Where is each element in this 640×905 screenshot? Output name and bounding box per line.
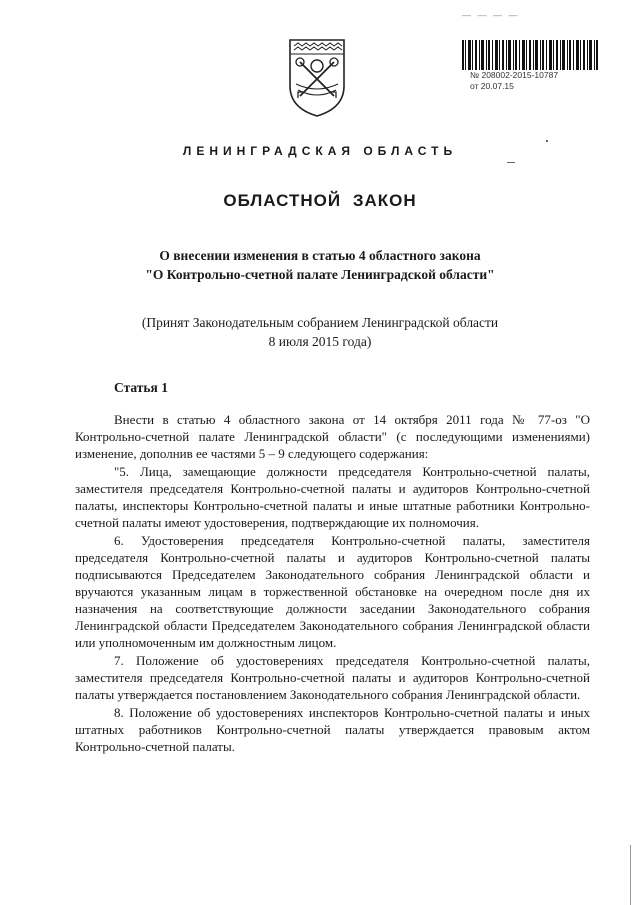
article-paragraph: Внести в статью 4 областного закона от 14 октября 2011 года № 77-оз "О Контрольно-счетной палате Ленинградской области" (с последующими изменениями) изменение, дополнив ее частями 5 – 9 следующего содержания: <box>75 412 590 461</box>
barcode <box>462 40 598 70</box>
article-paragraph: "5. Лица, замещающие должности председателя Контрольно-счетной палаты, заместителя председателя Контрольно-счетной палаты и аудиторов Контрольно-счетной палаты, инспекторы Контрольно-счетной палаты и иные штатные работники Контрольно-счетной палаты имеют удостоверения, подтверждающие их полномочия. <box>75 464 590 530</box>
law-title-line-1: О внесении изменения в статью 4 областного закона <box>159 248 481 263</box>
article-body <box>75 411 590 756</box>
scan-mark <box>507 162 515 163</box>
coat-of-arms-emblem <box>286 34 348 118</box>
registration-stamp <box>470 70 558 92</box>
scan-mark <box>546 140 548 142</box>
article-paragraph: 7. Положение об удостоверениях председателя Контрольно-счетной палаты, заместителя председателя Контрольно-счетной палаты и аудиторов Контрольно-счетной палаты утверждается постановлением Законодательного собрания Ленинградской области. <box>75 653 590 702</box>
adoption-note-line-2: 8 июля 2015 года) <box>268 334 372 349</box>
article-paragraph: 8. Положение об удостоверениях инспекторов Контрольно-счетной палаты и иных штатных работников Контрольно-счетной палаты утверждается правовым актом Контрольно-счетной палаты. <box>75 705 590 754</box>
law-title <box>0 246 640 284</box>
top-marks: — — — — <box>462 10 520 20</box>
registration-number: № 208002-2015-10787 <box>470 70 559 80</box>
adoption-note-line-1: (Принят Законодательным собранием Ленинградской области <box>141 315 499 330</box>
registration-date: от 20.07.15 <box>470 81 514 91</box>
article-title: Статья 1 <box>114 380 168 395</box>
adoption-note <box>0 313 640 351</box>
document-type-heading: ОБЛАСТНОЙ ЗАКОН <box>223 191 417 210</box>
law-title-line-2: "О Контрольно-счетной палате Ленинградской области" <box>145 267 495 282</box>
region-heading: ЛЕНИНГРАДСКАЯ ОБЛАСТЬ <box>182 144 458 158</box>
scan-edge-line <box>630 845 631 905</box>
article-paragraph: 6. Удостоверения председателя Контрольно-счетной палаты, заместителя председателя Контрольно-счетной палаты и аудиторов Контрольно-счетной палаты подписываются Председателем Законодательного собрания Ленинградской области и вручаются указанным лицам в торжественной обстановке на очередном после дня их назначения на соответствующие должности заседании Законодательного собрания Ленинградской области Председателем Законодательного собрания Ленинградской области или уполномоченным им должностным лицом. <box>75 533 590 650</box>
